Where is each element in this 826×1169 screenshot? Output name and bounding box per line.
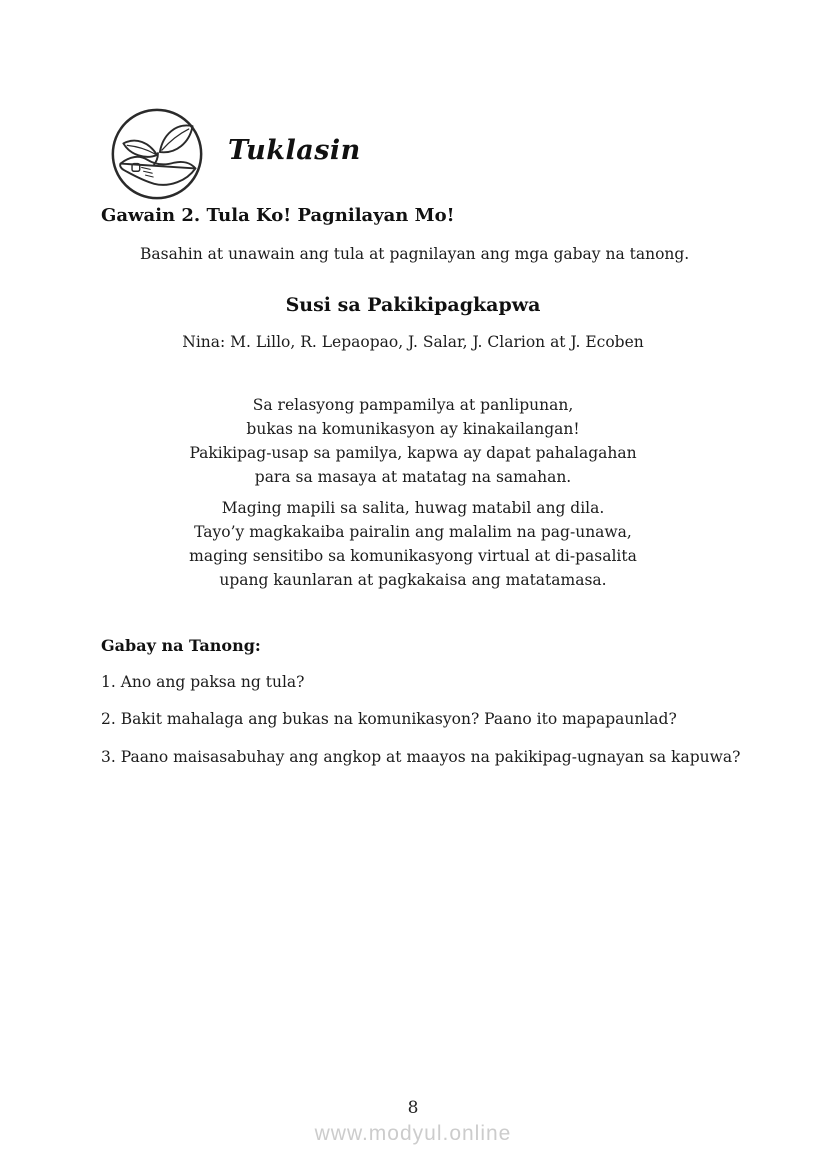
poem-line: para sa masaya at matatag na samahan.: [254, 468, 572, 486]
poem-stanza-2: [0, 496, 826, 592]
poem-line: Tayo’y magkakaiba pairalin ang malalim na pag-unawa,: [194, 523, 632, 541]
poem-line: Maging mapili sa salita, huwag matabil ang dila.: [221, 499, 605, 517]
poem-line: Sa relasyong pampamilya at panlipunan,: [252, 396, 574, 414]
question-item-1: 1. Ano ang paksa ng tula?: [101, 673, 305, 691]
poem-line: Pakikipag-usap sa pamilya, kapwa ay dapat pahalagahan: [189, 444, 637, 462]
poem-title: Susi sa Pakikipagkapwa: [285, 294, 541, 316]
poem-line: upang kaunlaran at pagkakaisa ang matatamasa.: [219, 571, 607, 589]
watermark-url: www.modyul.online: [314, 1122, 512, 1145]
activity-heading: Gawain 2. Tula Ko! Pagnilayan Mo!: [101, 205, 455, 226]
poem-byline: Nina: M. Lillo, R. Lepaopao, J. Salar, J. Clarion at J. Ecoben: [182, 333, 644, 351]
section-title: Tuklasin: [228, 135, 361, 166]
question-item-3: 3. Paano maisasabuhay ang angkop at maayos na pakikipag-ugnayan sa kapuwa?: [101, 748, 741, 766]
poem-line: bukas na komunikasyon ay kinakailangan!: [246, 420, 580, 438]
question-item-2: 2. Bakit mahalaga ang bukas na komunikasyon? Paano ito mapapaunlad?: [101, 710, 677, 728]
instruction-text: Basahin at unawain ang tula at pagnilayan ang mga gabay na tanong.: [140, 245, 690, 263]
poem-stanza-1: [0, 393, 826, 489]
questions-heading: Gabay na Tanong:: [101, 636, 261, 655]
hand-seedling-icon: [108, 106, 206, 202]
page-number: 8: [407, 1098, 419, 1118]
poem-line: maging sensitibo sa komunikasyong virtual at di-pasalita: [189, 547, 637, 565]
